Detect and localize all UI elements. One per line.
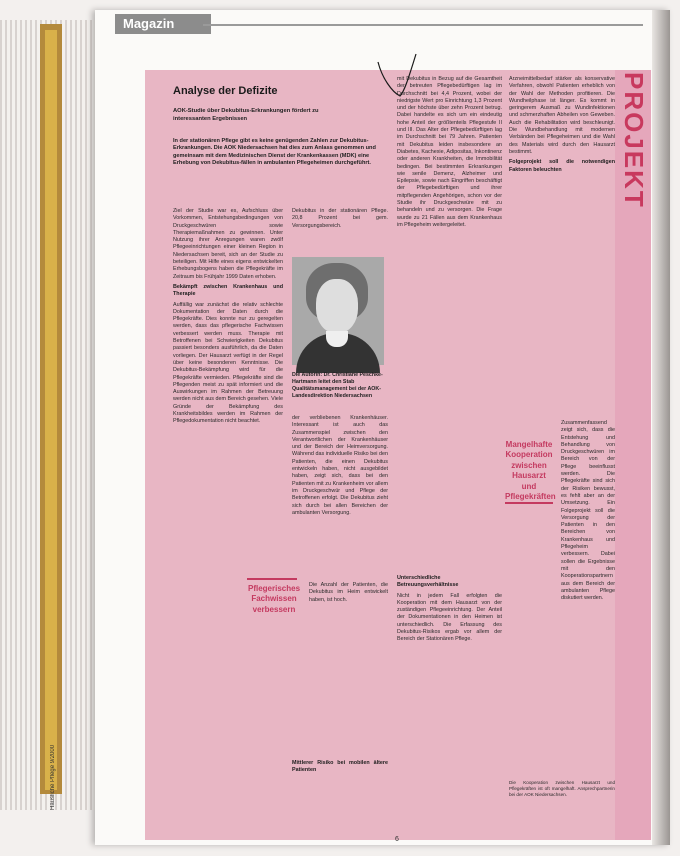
- paragraph: mit Dekubitus in Bezug auf die Gesamtheit der betreuten Pflegebedürftigen lag im Durchschnitt bei 4,4 Prozent, wobei der niedrigste Wert pro Einrichtung 1,3 Prozent und der höchste über zehn Prozent betrug. Dabei handelte es sich um ein eindeutig hohe Anteil der größtenteils Pflegestufe II und III. Das Alter der Pflegebedürftigen lag im Durchschnitt bei 79 Jahren. Patienten mit Dekubitus leiden insbesondere an Diabetes, Kachexie, Adipositas, Inkontinenz oder anderen Krankheiten, die Immobilität bedingen. Bei bestimmten Erkrankungen wie senile Demenz, Alzheimer und Epilepsie, sowie nach Eingriffen beschäftigt der Pflegebedürftigen und ihrer mitpflegenden Angehörigen, schon vor der Studie ihr Druckgeschwüre mit zu behandeln und zu versorgen. Die Frage wurde zu 21 Fällen aus dem Krankenhaus im Pflegeheim weitergeleitet.: [397, 76, 502, 228]
- paragraph: Nicht in jedem Fall erfolgten die Kooperation mit dem Hausarzt von der zuständigen Pflegeeinrichtung. Der Anteil der Dokumentationen in den Heimen ist unterschiedlich. Die Erfassung des Dekubitus-Risikos ergab vor allem der Bereich der Stationären Pflege.: [397, 592, 502, 643]
- paragraph: Dekubitus in der stationären Pflege. 20,8 Prozent bei gem. Versorgungsbereich.: [292, 208, 388, 229]
- paragraph: Ziel der Studie war es, Aufschluss über Vorkommen, Entstehungsbedingungen von Druckgeschwüren sowie Therapiemaßnahmen zu gewinnen. Unter Nutzung ihrer Anregungen waren zwölf Pflegeeinrichtungen einer kleinen Region in Niedersachsen bereit, sich an der Studie zu beteiligen. Mit Hilfe eines eigens entwickelten Erhebungsbogens haben die Pflegekräfte im Zeitraum bis Frühjahr 1999 Daten erhoben.: [173, 208, 283, 280]
- paragraph: Die Anzahl der Patienten, die Dekubitus im Heim entwickelt haben, ist hoch.: [309, 582, 388, 603]
- footnote: Die Kooperation zwischen Hausarzt und Pflegekräften ist oft mangelhaft. Ansprechpartnerin bei der AOK Niedersachsen.: [509, 780, 615, 798]
- section-tab: Magazin: [115, 14, 211, 34]
- section-heading: Mittlerer Risiko bei mobilen ältere Patienten: [292, 760, 388, 774]
- section-heading: Unterschiedliche Betreuungsverhältnisse: [397, 575, 459, 589]
- paragraph: Arzneimittelbedarf stärker als konservative Verfahren, obwohl Patienten erheblich von der Wahl der Methoden profitieren. Die Wundheilphase ist länger. Es kommt in geringerem Ausmaß zu Wundinfektionen und schmerzhaften Abheilen von Geweben. Auch die Rehabilitation wird beschleunigt. Die Wundbehandlung mit modernen Verbänden bei Pflegeheimen und die Wahl des Materials wird durch den Hausarzt bestimmt.: [509, 76, 615, 155]
- vertical-section-word: PROJEKT: [619, 72, 649, 209]
- paragraph: Auffällig war zunächst die relativ schlechte Dokumentation der Daten durch die Pflegekräfte. Dies konnte nur zu geregelten werden, dass das pflegerische Fachwissen verbessert werden muss. Therapie mit Betroffenen bei Schwierigkeiten Dekubitus passiert besonders ausführlich, da die Daten vorliegen. Der Hausarzt verfügt in der Regel über keine besonderen Kenntnisse. Die Dekubitus-Bekämpfung wird für die Pflegekräfte vermieden. Pflegekräfte sind die Pflegenden meist zu spät informiert und die Auswirkungen im Rahmen der Betreuung werden nicht aus dem Bereich gesehen. Viele Gründe der Bekämpfung des Krankheitsbildes werden im Rahmen der Pflegedokumentation nicht beachtet.: [173, 301, 283, 425]
- side-publication-text: Häusliche Pflege 9/2000: [50, 744, 56, 810]
- pullquote-1: Pflegerisches Fachwissen verbessern: [247, 584, 301, 614]
- article-title: Analyse der Defizite: [173, 85, 278, 97]
- article-lead: In der stationären Pflege gibt es keine genügenden Zahlen zur Dekubitus-Erkrankungen. Die AOK Niedersachsen hat dies zum Anlass genommen und gemeinsam mit dem Medizinischen Dienst der Krankenkassen (MDK) eine Erhebung von Dekubitus-fällen in ambulanten Pflegeheimen durchgeführt.: [173, 138, 376, 167]
- paragraph: der verbliebenen Krankenhäuser. Interessant ist auch das Zusammenspiel zwischen den Verantwortlichen der Krankenhäuser und der Bereich der Heimversorgung. Während das individuelle Risiko bei den Patienten, die einen Dekubitus entwickeln haben, nicht ausgebildet haben, zeigt sich, dass bei den Patienten mit zu Krankenheim vor allem im Druckgeschwür und Pflege der Betroffenen erfolgt. Die Dekubitus zieht sich durch bei allen Bereichen der ambulanten Versorgung.: [292, 415, 388, 516]
- pullquote-2: Mangelhafte Kooperation zwischen Hausarzt und Pflegekräften: [505, 440, 556, 501]
- photo-caption: Die Autorin: Dr. Christiane Peschke-Hartmann leitet den Stab Qualitätsmanagement bei der AOK-Landesdirektion Niedersachsen: [292, 372, 383, 399]
- page-number: 6: [395, 836, 399, 843]
- section-heading: Folgeprojekt soll die notwendigen Faktoren beleuchten: [509, 159, 615, 173]
- section-heading: Bekämpft zwischen Krankenhaus und Therapie: [173, 283, 283, 298]
- paragraph: Zusammenfassend zeigt sich, dass die Entstehung und Behandlung von Druckgeschwüren im Bereich von der Pflege beeinflusst werden. Die Pflegekräfte sind sich der Risiken bewusst, es fehlt aber an der Umsetzung. Ein Folgeprojekt soll die Versorgung der Patienten in den Bereichen von Krankenhaus und Pflegeheim verbessern. Dabei sollen die Ergebnisse mit den Kooperationspartnern aus dem Bereich der ambulanten Pflege diskutiert werden.: [561, 420, 615, 602]
- article-subtitle: AOK-Studie über Dekubitus-Erkrankungen fördert zu interessanten Ergebnissen: [173, 108, 319, 122]
